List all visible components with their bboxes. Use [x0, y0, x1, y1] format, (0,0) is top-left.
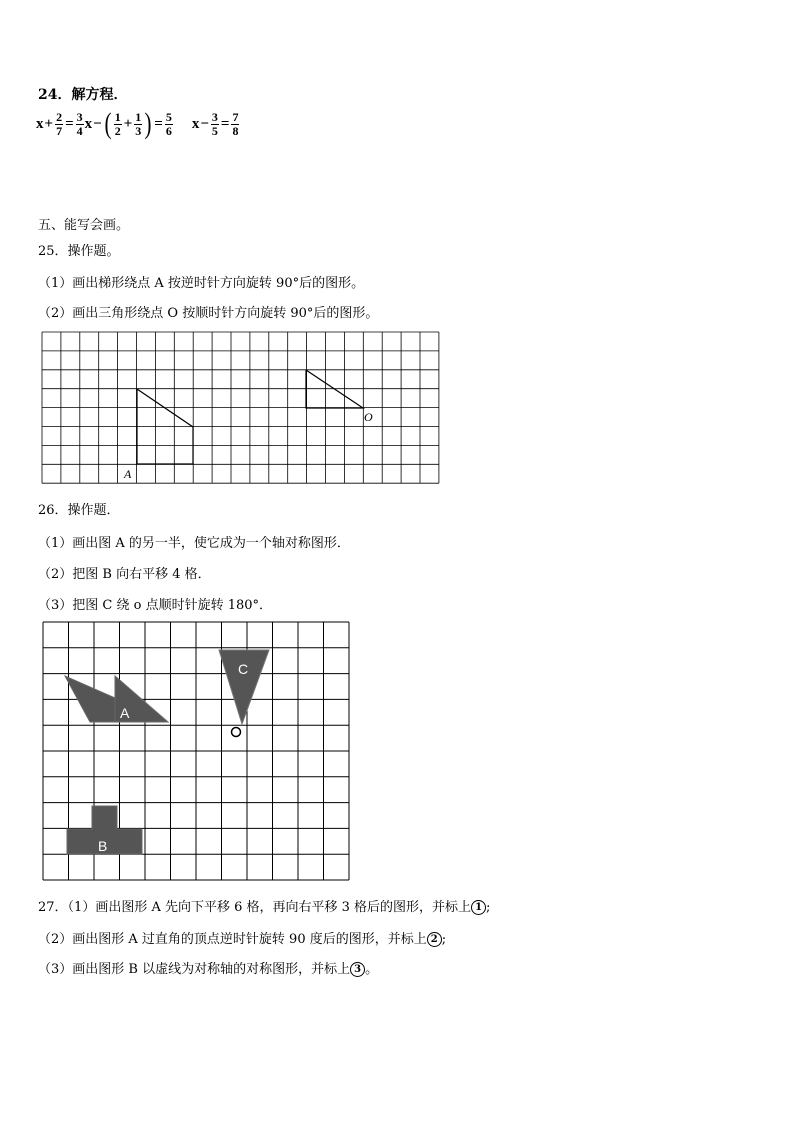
q26-item1: （1）画出图 A 的另一半，使它成为一个轴对称图形．: [38, 536, 350, 551]
q26-item2: （2）把图 B 向右平移 4 格．: [38, 567, 211, 582]
eq1-frac4: $\frac{1}{3}$: [135, 109, 142, 138]
eq1-rparen: ): [144, 107, 152, 140]
eq2-frac2: $\frac{7}{8}$: [232, 109, 239, 138]
eq2-minus: −: [200, 115, 209, 132]
eq1-lparen: (: [104, 107, 112, 140]
q27-item3: （3）画出图形 B 以虚线为对称轴的对称图形，并标上 3 。: [38, 962, 379, 977]
eq1-frac3: $\frac{1}{2}$: [114, 109, 121, 138]
eq2-equals: =: [220, 115, 230, 132]
point-a-label: A: [124, 467, 132, 481]
eq2-frac1: $\frac{3}{5}$: [211, 109, 218, 138]
q26-title: 26．操作题．: [38, 503, 120, 518]
q27-item1: 27．（1）画出图形 A 先向下平移 6 格，再向右平移 3 格后的图形，并标上 1 ;: [38, 900, 491, 915]
q27-item2: （2）画出图形 A 过直角的顶点逆时针旋转 90 度后的图形，并标上 2 ;: [38, 932, 447, 947]
mark-1-icon: 1: [471, 900, 486, 915]
eq1-plus: +: [44, 115, 54, 132]
eq1-plus2: +: [123, 115, 133, 132]
eq1-x: x: [36, 115, 44, 132]
figure-b-label: B: [98, 838, 108, 854]
section-5-heading: 五、能写会画。: [38, 218, 130, 233]
eq1-equals2: =: [154, 115, 163, 132]
eq1-frac1: $\frac{2}{7}$: [56, 109, 63, 138]
q25-item1: （1）画出梯形绕点 A 按逆时针方向旋转 90°后的图形。: [38, 276, 365, 291]
eq1-equals: =: [65, 115, 74, 132]
q26-grid: [40, 620, 356, 886]
figure-c-label: C: [238, 661, 249, 677]
point-o-label: O: [364, 410, 373, 424]
q25-grid: [40, 331, 440, 486]
mark-2-icon: 2: [427, 932, 442, 947]
eq1-frac2: $\frac{3}{4}$: [76, 109, 83, 138]
eq1-minus: −: [93, 115, 102, 132]
mark-3-icon: 3: [350, 962, 365, 977]
q25-title: 25．操作题。: [38, 244, 120, 259]
eq1-frac5: $\frac{5}{6}$: [165, 109, 172, 138]
q24-equations: [36, 107, 240, 140]
q25-item2: （2）画出三角形绕点 O 按顺时针方向旋转 90°后的图形。: [38, 306, 379, 321]
eq1-x2: x: [84, 115, 93, 132]
point-o-marker: [232, 728, 241, 737]
q26-item3: （3）把图 C 绕 o 点顺时针旋转 180°．: [38, 598, 273, 613]
q24-title: 24．解方程．: [38, 87, 128, 103]
figure-a-label: A: [120, 705, 130, 721]
eq2-x: x: [191, 115, 200, 132]
